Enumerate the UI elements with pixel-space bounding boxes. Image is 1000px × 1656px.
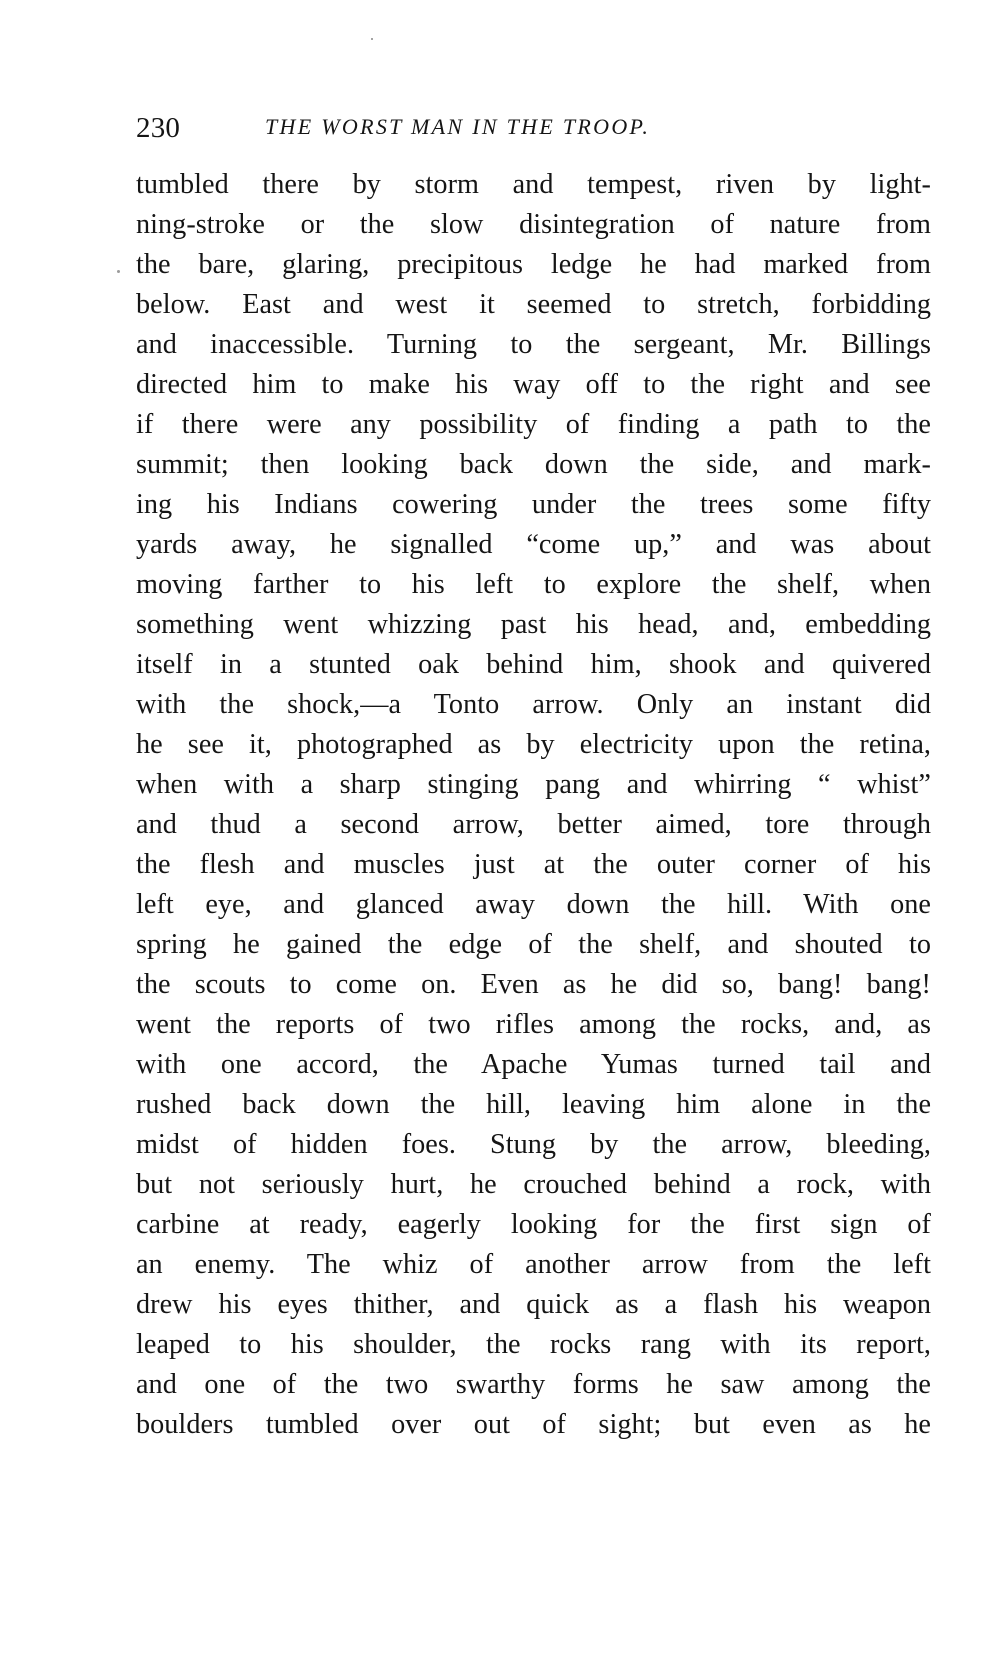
text-line: the bare, glaring, precipitous ledge he had marked from: [136, 249, 931, 280]
text-line: if there were any possibility of finding a path to the: [136, 409, 931, 440]
text-line: itself in a stunted oak behind him, shook and quivered: [136, 649, 931, 680]
text-line: summit; then looking back down the side, and mark-: [136, 449, 931, 480]
text-line: he see it, photographed as by electricity upon the retina,: [136, 729, 931, 760]
text-line: with one accord, the Apache Yumas turned tail and: [136, 1049, 931, 1080]
text-line: with the shock,—a Tonto arrow. Only an instant did: [136, 689, 931, 720]
text-line: when with a sharp stinging pang and whirring “ whist”: [136, 769, 931, 800]
text-line: directed him to make his way off to the right and see: [136, 369, 931, 400]
text-line: ning-stroke or the slow disintegration of nature from: [136, 209, 931, 240]
text-line: drew his eyes thither, and quick as a flash his weapon: [136, 1289, 931, 1320]
text-line: leaped to his shoulder, the rocks rang with its report,: [136, 1329, 931, 1360]
text-line: and inaccessible. Turning to the sergeant, Mr. Billings: [136, 329, 931, 360]
page-number: 230: [136, 112, 181, 144]
text-line: spring he gained the edge of the shelf, and shouted to: [136, 929, 931, 960]
body-text: [136, 165, 931, 1445]
text-line: tumbled there by storm and tempest, riven by light-: [136, 169, 931, 200]
text-line: and one of the two swarthy forms he saw among the: [136, 1369, 931, 1400]
text-line: and thud a second arrow, better aimed, tore through: [136, 809, 931, 840]
text-line: but not seriously hurt, he crouched behind a rock, with: [136, 1169, 931, 1200]
text-line: below. East and west it seemed to stretch, forbidding: [136, 289, 931, 320]
text-line: the flesh and muscles just at the outer corner of his: [136, 849, 931, 880]
text-line: left eye, and glanced away down the hill. With one: [136, 889, 931, 920]
running-title: THE WORST MAN IN THE TROOP.: [265, 114, 651, 139]
text-line: went the reports of two rifles among the rocks, and, as: [136, 1009, 931, 1040]
text-line: the scouts to come on. Even as he did so, bang! bang!: [136, 969, 931, 1000]
text-line: moving farther to his left to explore the shelf, when: [136, 569, 931, 600]
text-line: boulders tumbled over out of sight; but even as he: [136, 1409, 931, 1440]
text-line: something went whizzing past his head, and, embedding: [136, 609, 931, 640]
text-line: carbine at ready, eagerly looking for the first sign of: [136, 1209, 931, 1240]
text-line: midst of hidden foes. Stung by the arrow, bleeding,: [136, 1129, 931, 1160]
paper-speck: [117, 270, 120, 273]
text-line: rushed back down the hill, leaving him alone in the: [136, 1089, 931, 1120]
paper-speck: [371, 38, 373, 40]
page-header: [136, 108, 931, 148]
text-line: an enemy. The whiz of another arrow from the left: [136, 1249, 931, 1280]
text-line: ing his Indians cowering under the trees some fifty: [136, 489, 931, 520]
text-line: yards away, he signalled “come up,” and was about: [136, 529, 931, 560]
